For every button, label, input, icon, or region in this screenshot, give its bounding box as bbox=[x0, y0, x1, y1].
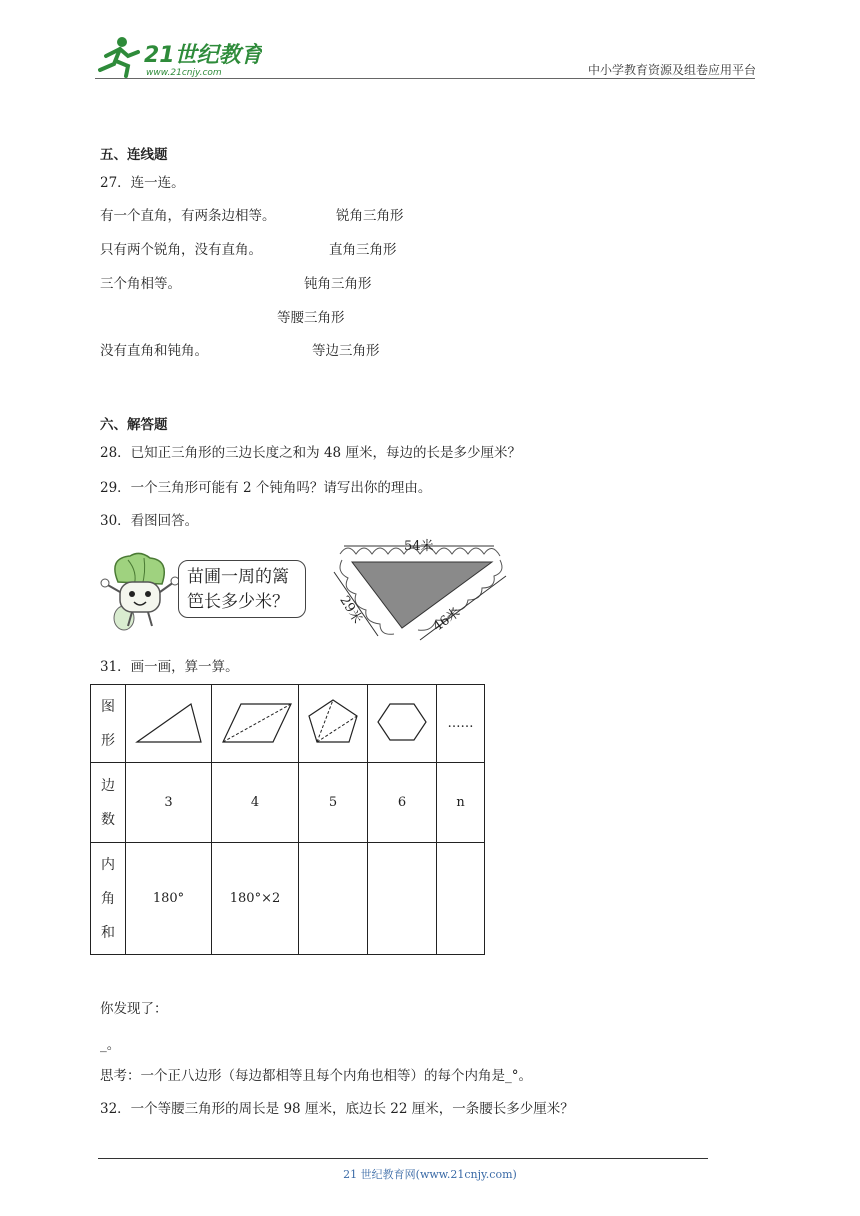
question-28: 28．已知正三角形的三边长度之和为 48 厘米，每边的长是多少厘米？ bbox=[100, 445, 521, 461]
polygon-table bbox=[90, 684, 485, 955]
question-29: 29．一个三角形可能有 2 个钝角吗？请写出你的理由。 bbox=[100, 480, 432, 496]
shape-triangle bbox=[126, 685, 212, 763]
match-right-1: 锐角三角形 bbox=[336, 208, 404, 224]
match-left-1: 有一个直角，有两条边相等。 bbox=[100, 208, 276, 224]
triangle-icon bbox=[129, 692, 209, 752]
label-54m: 54米 bbox=[404, 539, 434, 554]
edges-cell: 6 bbox=[368, 763, 437, 843]
hexagon-icon bbox=[372, 692, 432, 752]
question-30: 30．看图回答。 bbox=[100, 513, 199, 529]
edges-cell: n bbox=[437, 763, 485, 843]
label-46m: 46米 bbox=[430, 605, 464, 635]
match-right-5: 等边三角形 bbox=[312, 343, 380, 359]
shape-pentagon bbox=[299, 685, 368, 763]
angle-sum-cell: 180°×2 bbox=[212, 843, 299, 955]
pentagon-icon bbox=[303, 692, 363, 752]
question-31: 31．画一画，算一算。 bbox=[100, 659, 239, 675]
think-question: 思考：一个正八边形（每边都相等且每个内角也相等）的每个内角是_°。 bbox=[100, 1068, 532, 1084]
angle-sum-cell[interactable] bbox=[368, 843, 437, 955]
site-logo bbox=[92, 34, 262, 80]
section-five-title: 五、连线题 bbox=[100, 147, 168, 163]
logo-url: www.21cnjy.com bbox=[146, 68, 222, 78]
footer-link[interactable]: 21 世纪教育网(www.21cnjy.com) bbox=[343, 1168, 517, 1181]
question-27: 27．连一连。 bbox=[100, 175, 185, 191]
question-32: 32．一个等腰三角形的周长是 98 厘米，底边长 22 厘米，一条腰长多少厘米？ bbox=[100, 1101, 574, 1117]
edges-cell: 4 bbox=[212, 763, 299, 843]
edges-cell: 3 bbox=[126, 763, 212, 843]
angle-sum-cell[interactable] bbox=[299, 843, 368, 955]
shape-hexagon bbox=[368, 685, 437, 763]
edges-cell: 5 bbox=[299, 763, 368, 843]
cabbage-mascot-icon bbox=[98, 552, 182, 634]
logo-text: 21世纪教育 bbox=[144, 43, 262, 68]
angle-sum-cell: 180° bbox=[126, 843, 212, 955]
parallelogram-icon bbox=[215, 692, 295, 752]
row-label-angle-sum: 内 角 和 bbox=[91, 843, 126, 955]
speech-bubble: 苗圃一周的篱笆长多少米？ bbox=[178, 560, 306, 618]
runner-logo-icon bbox=[92, 34, 262, 80]
angle-sum-cell[interactable] bbox=[437, 843, 485, 955]
row-label-shape: 图 形 bbox=[91, 685, 126, 763]
section-six-title: 六、解答题 bbox=[100, 417, 168, 433]
header-divider bbox=[95, 78, 755, 79]
match-right-2: 直角三角形 bbox=[329, 242, 397, 258]
found-prompt: 你发现了： bbox=[100, 1001, 168, 1017]
header-platform-text: 中小学教育资源及组卷应用平台 bbox=[587, 63, 756, 77]
footer-divider bbox=[98, 1158, 708, 1159]
shape-ellipsis: …… bbox=[437, 685, 485, 763]
nursery-triangle-figure bbox=[330, 532, 510, 644]
shape-parallelogram bbox=[212, 685, 299, 763]
match-left-2: 只有两个锐角，没有直角。 bbox=[100, 242, 262, 258]
match-right-3: 钝角三角形 bbox=[304, 276, 372, 292]
match-left-4: 没有直角和钝角。 bbox=[100, 343, 208, 359]
found-answer-blank[interactable]: _。 bbox=[100, 1037, 121, 1053]
match-left-3: 三个角相等。 bbox=[100, 276, 181, 292]
label-29m: 29米 bbox=[336, 593, 365, 627]
match-right-4: 等腰三角形 bbox=[277, 310, 345, 326]
row-label-edges: 边 数 bbox=[91, 763, 126, 843]
